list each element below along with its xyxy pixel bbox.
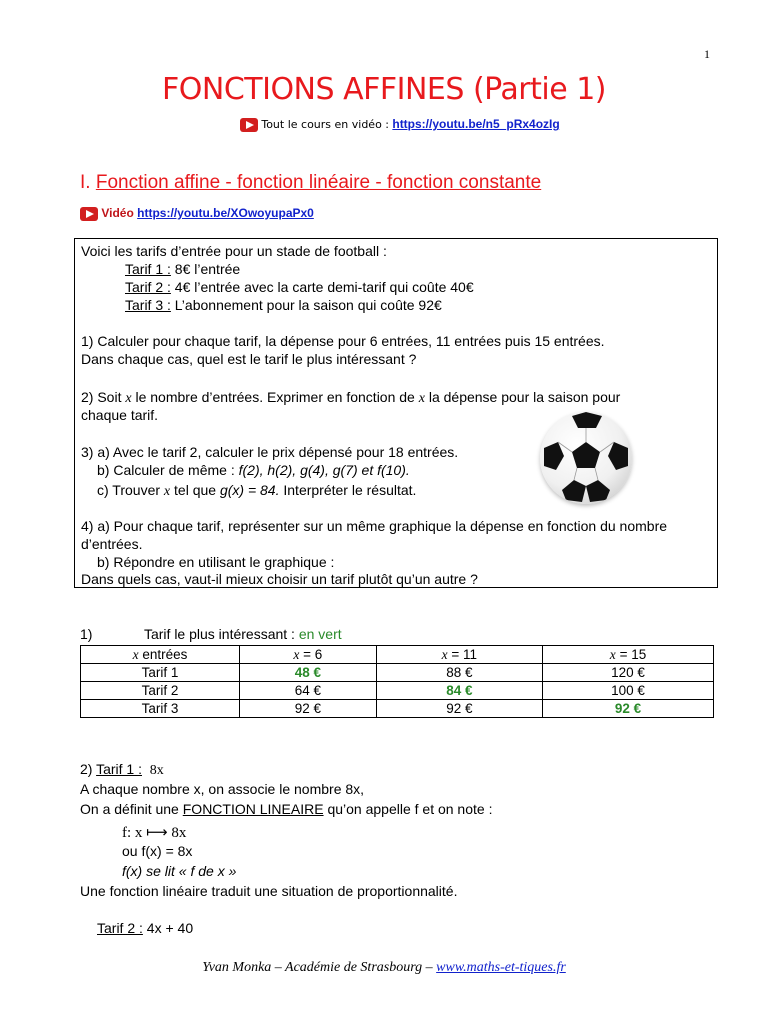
header-cell: [240, 646, 377, 664]
course-video-line: [240, 117, 560, 132]
q2-prefix: 2) Soit: [81, 389, 122, 405]
question-3a: 3) a) Avec le tarif 2, calculer le prix dépensé pour 18 entrées.: [81, 444, 459, 460]
q2-suffix: la dépense pour la saison pour: [428, 389, 621, 405]
linear-function-term: FONCTION LINEAIRE: [182, 801, 324, 817]
table-cell: 92 €: [376, 700, 542, 718]
q3c-middle: tel que: [174, 482, 217, 498]
var-x: x: [609, 646, 616, 662]
table-cell: 120 €: [543, 664, 714, 682]
table-header-row: [81, 646, 714, 664]
table-cell: 64 €: [240, 682, 377, 700]
table-row: [81, 664, 714, 682]
answer-2-number: 2): [80, 761, 93, 777]
tarif-3-line: [125, 297, 442, 313]
video-line: [80, 206, 314, 221]
tarif-2-line: [125, 279, 474, 295]
question-3c: [97, 482, 416, 500]
answer-2-summary: Une fonction linéaire traduit une situation de proportionnalité.: [80, 883, 458, 899]
answer-2-line-b: [80, 801, 492, 817]
table-cell: 84 €: [376, 682, 542, 700]
tarif-1-label: Tarif 1 :: [96, 761, 142, 777]
tarif-3-label: Tarif 3 :: [125, 297, 171, 313]
header-cell: [376, 646, 542, 664]
tarif-1-desc: 8€ l’entrée: [174, 261, 241, 277]
header-label: = 15: [619, 646, 647, 662]
question-4a: 4) a) Pour chaque tarif, représenter sur un même graphique la dépense en fonction du nombre: [81, 518, 668, 534]
question-1a: 1) Calculer pour chaque tarif, la dépense pour 6 entrées, 11 entrées puis 15 entrées.: [81, 333, 605, 349]
header-label: entrées: [142, 646, 188, 662]
youtube-play-icon[interactable]: [240, 118, 258, 132]
page-number: 1: [704, 47, 710, 61]
tarif-2-desc: 4€ l’entrée avec la carte demi-tarif qui coûte 40€: [174, 279, 474, 295]
table-row: [81, 700, 714, 718]
question-3b: [97, 462, 410, 478]
table-row: [81, 682, 714, 700]
q3b-prefix: b) Calculer de même :: [97, 462, 235, 478]
q3c-suffix: Interpréter le résultat.: [283, 482, 417, 498]
footer-link[interactable]: www.maths-et-tiques.fr: [436, 960, 566, 975]
section-title: Fonction affine - fonction linéaire - fonction constante: [95, 172, 542, 193]
answer-1-label: Tarif le plus intéressant :: [143, 626, 295, 642]
table-cell: 92 €: [543, 700, 714, 718]
page-title: FONCTIONS AFFINES (Partie 1): [162, 72, 606, 107]
exercise-intro: Voici les tarifs d’entrée pour un stade de football :: [81, 243, 387, 259]
results-table: [80, 645, 714, 718]
answer-2-tarif-2: [97, 920, 193, 936]
tarif-2-expression: 4x + 40: [146, 920, 194, 936]
header-label: = 11: [451, 646, 478, 662]
header-cell: [543, 646, 714, 664]
answer-1-number: 1): [80, 626, 93, 642]
table-cell: 48 €: [240, 664, 377, 682]
notation-2: ou f(x) = 8x: [122, 843, 193, 859]
var-x: x: [418, 391, 425, 406]
course-video-link[interactable]: https://youtu.be/n5_pRx4ozIg: [392, 117, 560, 131]
tarif-3-desc: L’abonnement pour la saison qui coûte 92€: [174, 297, 442, 313]
answer-2-line-a: A chaque nombre x, on associe le nombre 8x,: [80, 781, 365, 797]
football-image: [540, 412, 632, 504]
q3b-functions: f(2), h(2), g(4), g(7) et f(10).: [238, 462, 410, 478]
table-cell: 88 €: [376, 664, 542, 682]
section-number: I.: [80, 172, 91, 193]
notation-1: f: x ⟼ 8x: [122, 825, 187, 841]
table-cell: 92 €: [240, 700, 377, 718]
row-label: Tarif 2: [81, 682, 240, 700]
question-2a: [81, 389, 620, 407]
answer-1-line: [80, 626, 342, 642]
answer-2-tarif-1: [80, 761, 164, 779]
q2-middle: le nombre d’entrées. Exprimer en fonction de: [135, 389, 415, 405]
row-label: Tarif 3: [81, 700, 240, 718]
tarif-2-label: Tarif 2 :: [97, 920, 143, 936]
youtube-play-icon[interactable]: [80, 207, 98, 221]
header-label: = 6: [303, 646, 323, 662]
var-x: x: [125, 391, 132, 406]
tarif-1-label: Tarif 1 :: [125, 261, 171, 277]
tarif-1-line: [125, 261, 240, 277]
video-label: Vidéo: [101, 206, 134, 220]
header-cell: [81, 646, 240, 664]
var-x: x: [163, 484, 171, 499]
q3c-prefix: c) Trouver: [97, 482, 161, 498]
footer: [0, 960, 768, 976]
football-pattern: [540, 412, 632, 504]
video-link[interactable]: https://youtu.be/XOwoyupaPx0: [137, 206, 314, 220]
question-1b: Dans chaque cas, quel est le tarif le plus intéressant ?: [81, 351, 417, 367]
section-heading: [80, 172, 541, 194]
footer-author: Yvan Monka – Académie de Strasbourg –: [202, 960, 433, 975]
question-4a-cont: d’entrées.: [81, 536, 143, 552]
tarif-1-expression: 8x: [149, 763, 164, 778]
table-cell: 100 €: [543, 682, 714, 700]
exercise-box: [74, 238, 718, 588]
var-x: x: [441, 646, 448, 662]
row-label: Tarif 1: [81, 664, 240, 682]
answer-1-highlight: en vert: [298, 626, 342, 642]
line-b-prefix: On a définit une: [80, 801, 179, 817]
notation-3: f(x) se lit « f de x »: [122, 863, 237, 879]
tarif-2-label: Tarif 2 :: [125, 279, 171, 295]
question-4c: Dans quels cas, vaut-il mieux choisir un tarif plutôt qu’un autre ?: [81, 571, 478, 587]
var-x: x: [132, 646, 139, 662]
q3c-equation: g(x) = 84.: [219, 482, 280, 498]
question-4b: b) Répondre en utilisant le graphique :: [97, 554, 335, 570]
var-x: x: [293, 646, 300, 662]
line-b-suffix: qu’on appelle f et on note :: [327, 801, 493, 817]
question-2b: chaque tarif.: [81, 407, 159, 423]
course-video-label: Tout le cours en vidéo :: [261, 118, 390, 131]
